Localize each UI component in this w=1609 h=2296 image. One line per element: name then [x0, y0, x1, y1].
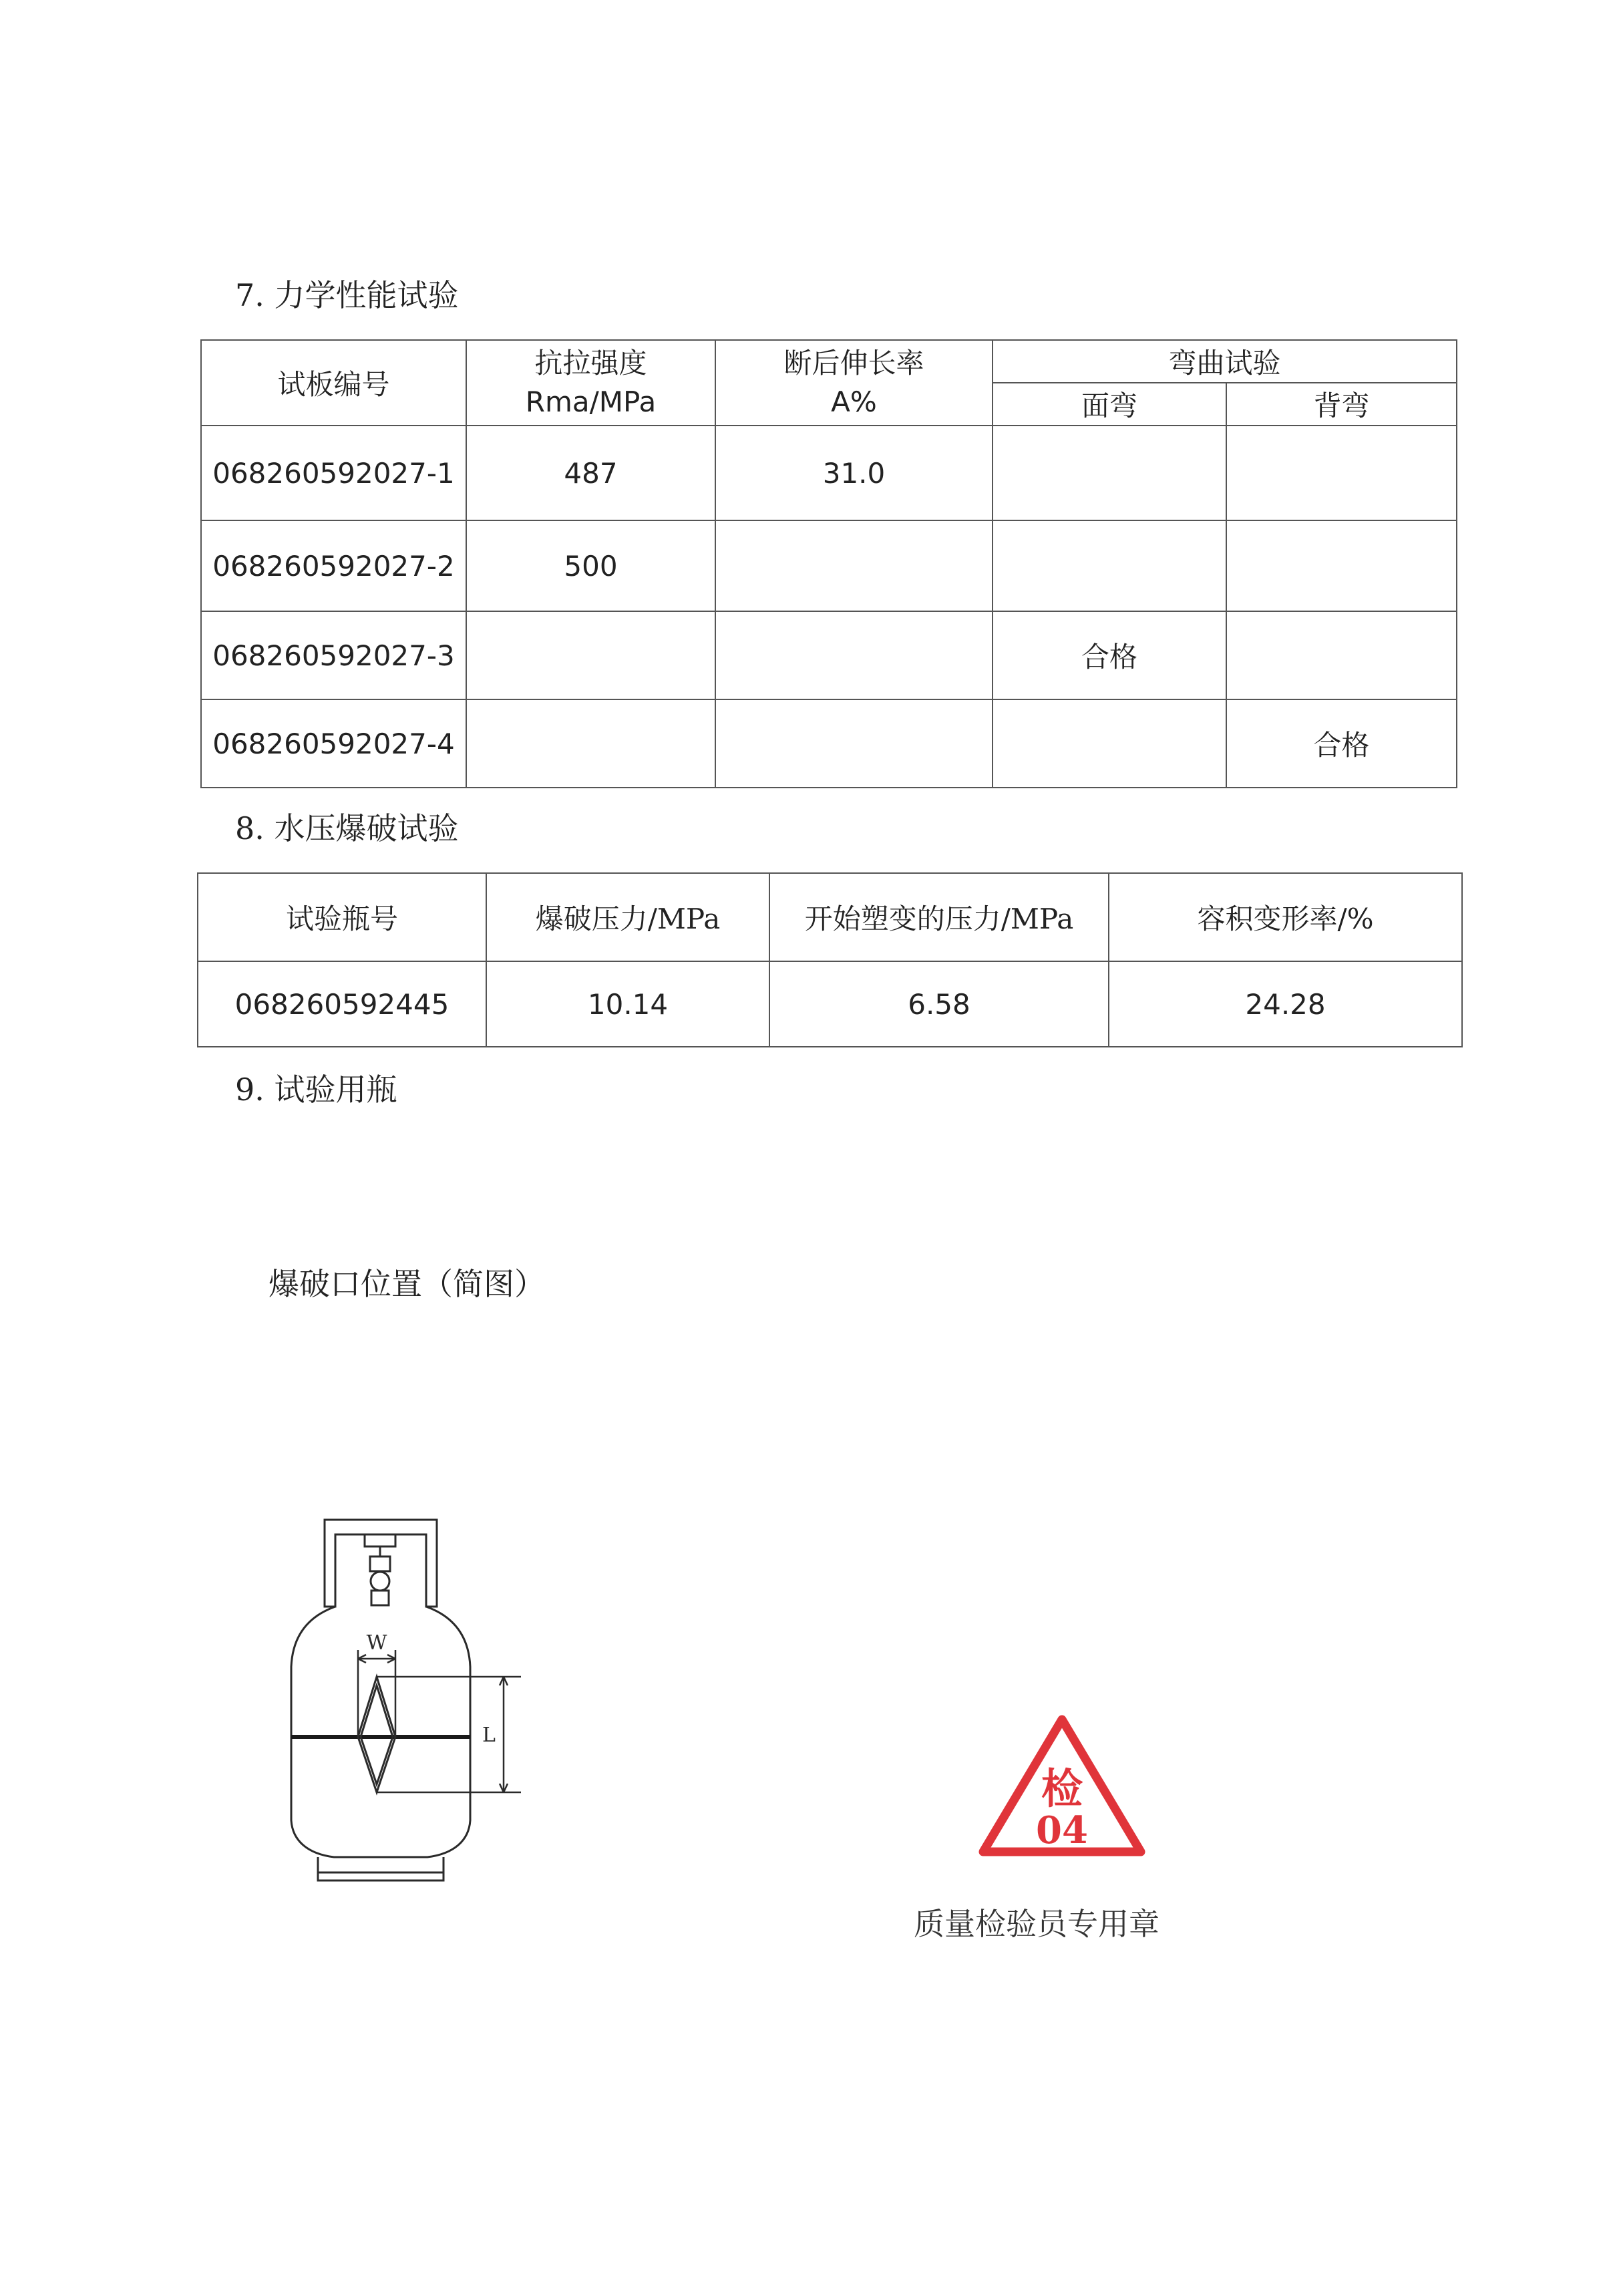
header-tensile-label: 抗拉强度	[534, 347, 647, 379]
table-row	[201, 699, 1457, 788]
header-burst-pressure: 爆破压力/MPa	[486, 873, 769, 961]
cell-face-bend	[993, 699, 1226, 788]
burst-test-table	[197, 872, 1463, 1047]
cell-face-bend: 合格	[993, 611, 1226, 699]
cell-plate-no: 068260592027-3	[201, 611, 466, 699]
header-volume-deform: 容积变形率/%	[1109, 873, 1462, 961]
cell-volume-deform: 24.28	[1109, 961, 1462, 1047]
cell-tensile	[466, 611, 715, 699]
cell-back-bend	[1226, 611, 1457, 699]
cell-elongation: 31.0	[715, 426, 993, 520]
cell-burst-pressure: 10.14	[486, 961, 769, 1047]
cell-back-bend	[1226, 520, 1457, 611]
header-bend-test: 弯曲试验	[993, 340, 1457, 383]
cell-face-bend	[993, 426, 1226, 520]
header-bottle-no: 试验瓶号	[198, 873, 486, 961]
dim-l-label: L	[482, 1724, 496, 1747]
section-7-title: 7. 力学性能试验	[235, 277, 459, 313]
table-row	[201, 426, 1457, 520]
cell-yield-pressure: 6.58	[769, 961, 1109, 1047]
cell-bottle-no: 068260592445	[198, 961, 486, 1047]
section-8-title: 8. 水压爆破试验	[235, 810, 459, 846]
header-elongation-label: 断后伸长率	[783, 347, 924, 379]
cell-elongation	[715, 611, 993, 699]
mechanical-test-table	[200, 339, 1457, 788]
header-yield-pressure: 开始塑变的压力/MPa	[769, 873, 1109, 961]
table-row	[201, 611, 1457, 699]
header-back-bend: 背弯	[1226, 383, 1457, 426]
cell-plate-no: 068260592027-2	[201, 520, 466, 611]
cell-elongation	[715, 699, 993, 788]
header-plate-no: 试板编号	[201, 340, 466, 426]
cell-back-bend	[1226, 426, 1457, 520]
header-face-bend: 面弯	[993, 383, 1226, 426]
header-tensile-unit: Rma/MPa	[525, 385, 657, 418]
stamp-label: 质量检验员专用章	[914, 1906, 1159, 1942]
stamp-number: 04	[1036, 1808, 1088, 1852]
header-tensile	[466, 340, 715, 426]
cell-elongation	[715, 520, 993, 611]
stamp-char: 检	[1041, 1764, 1083, 1813]
diagram-caption: 爆破口位置（简图）	[269, 1266, 545, 1302]
dim-w-label: W	[366, 1631, 387, 1655]
cell-back-bend: 合格	[1226, 699, 1457, 788]
cell-plate-no: 068260592027-1	[201, 426, 466, 520]
cell-face-bend	[993, 520, 1226, 611]
cell-tensile	[466, 699, 715, 788]
header-elongation-unit: A%	[831, 385, 877, 418]
cell-tensile: 500	[466, 520, 715, 611]
cell-tensile: 487	[466, 426, 715, 520]
cell-plate-no: 068260592027-4	[201, 699, 466, 788]
inspector-stamp	[975, 1711, 1149, 1865]
cylinder-diagram	[281, 1506, 534, 1887]
section-9-title: 9. 试验用瓶	[235, 1072, 397, 1108]
table-row	[198, 961, 1462, 1047]
table-row	[201, 520, 1457, 611]
header-elongation	[715, 340, 993, 426]
